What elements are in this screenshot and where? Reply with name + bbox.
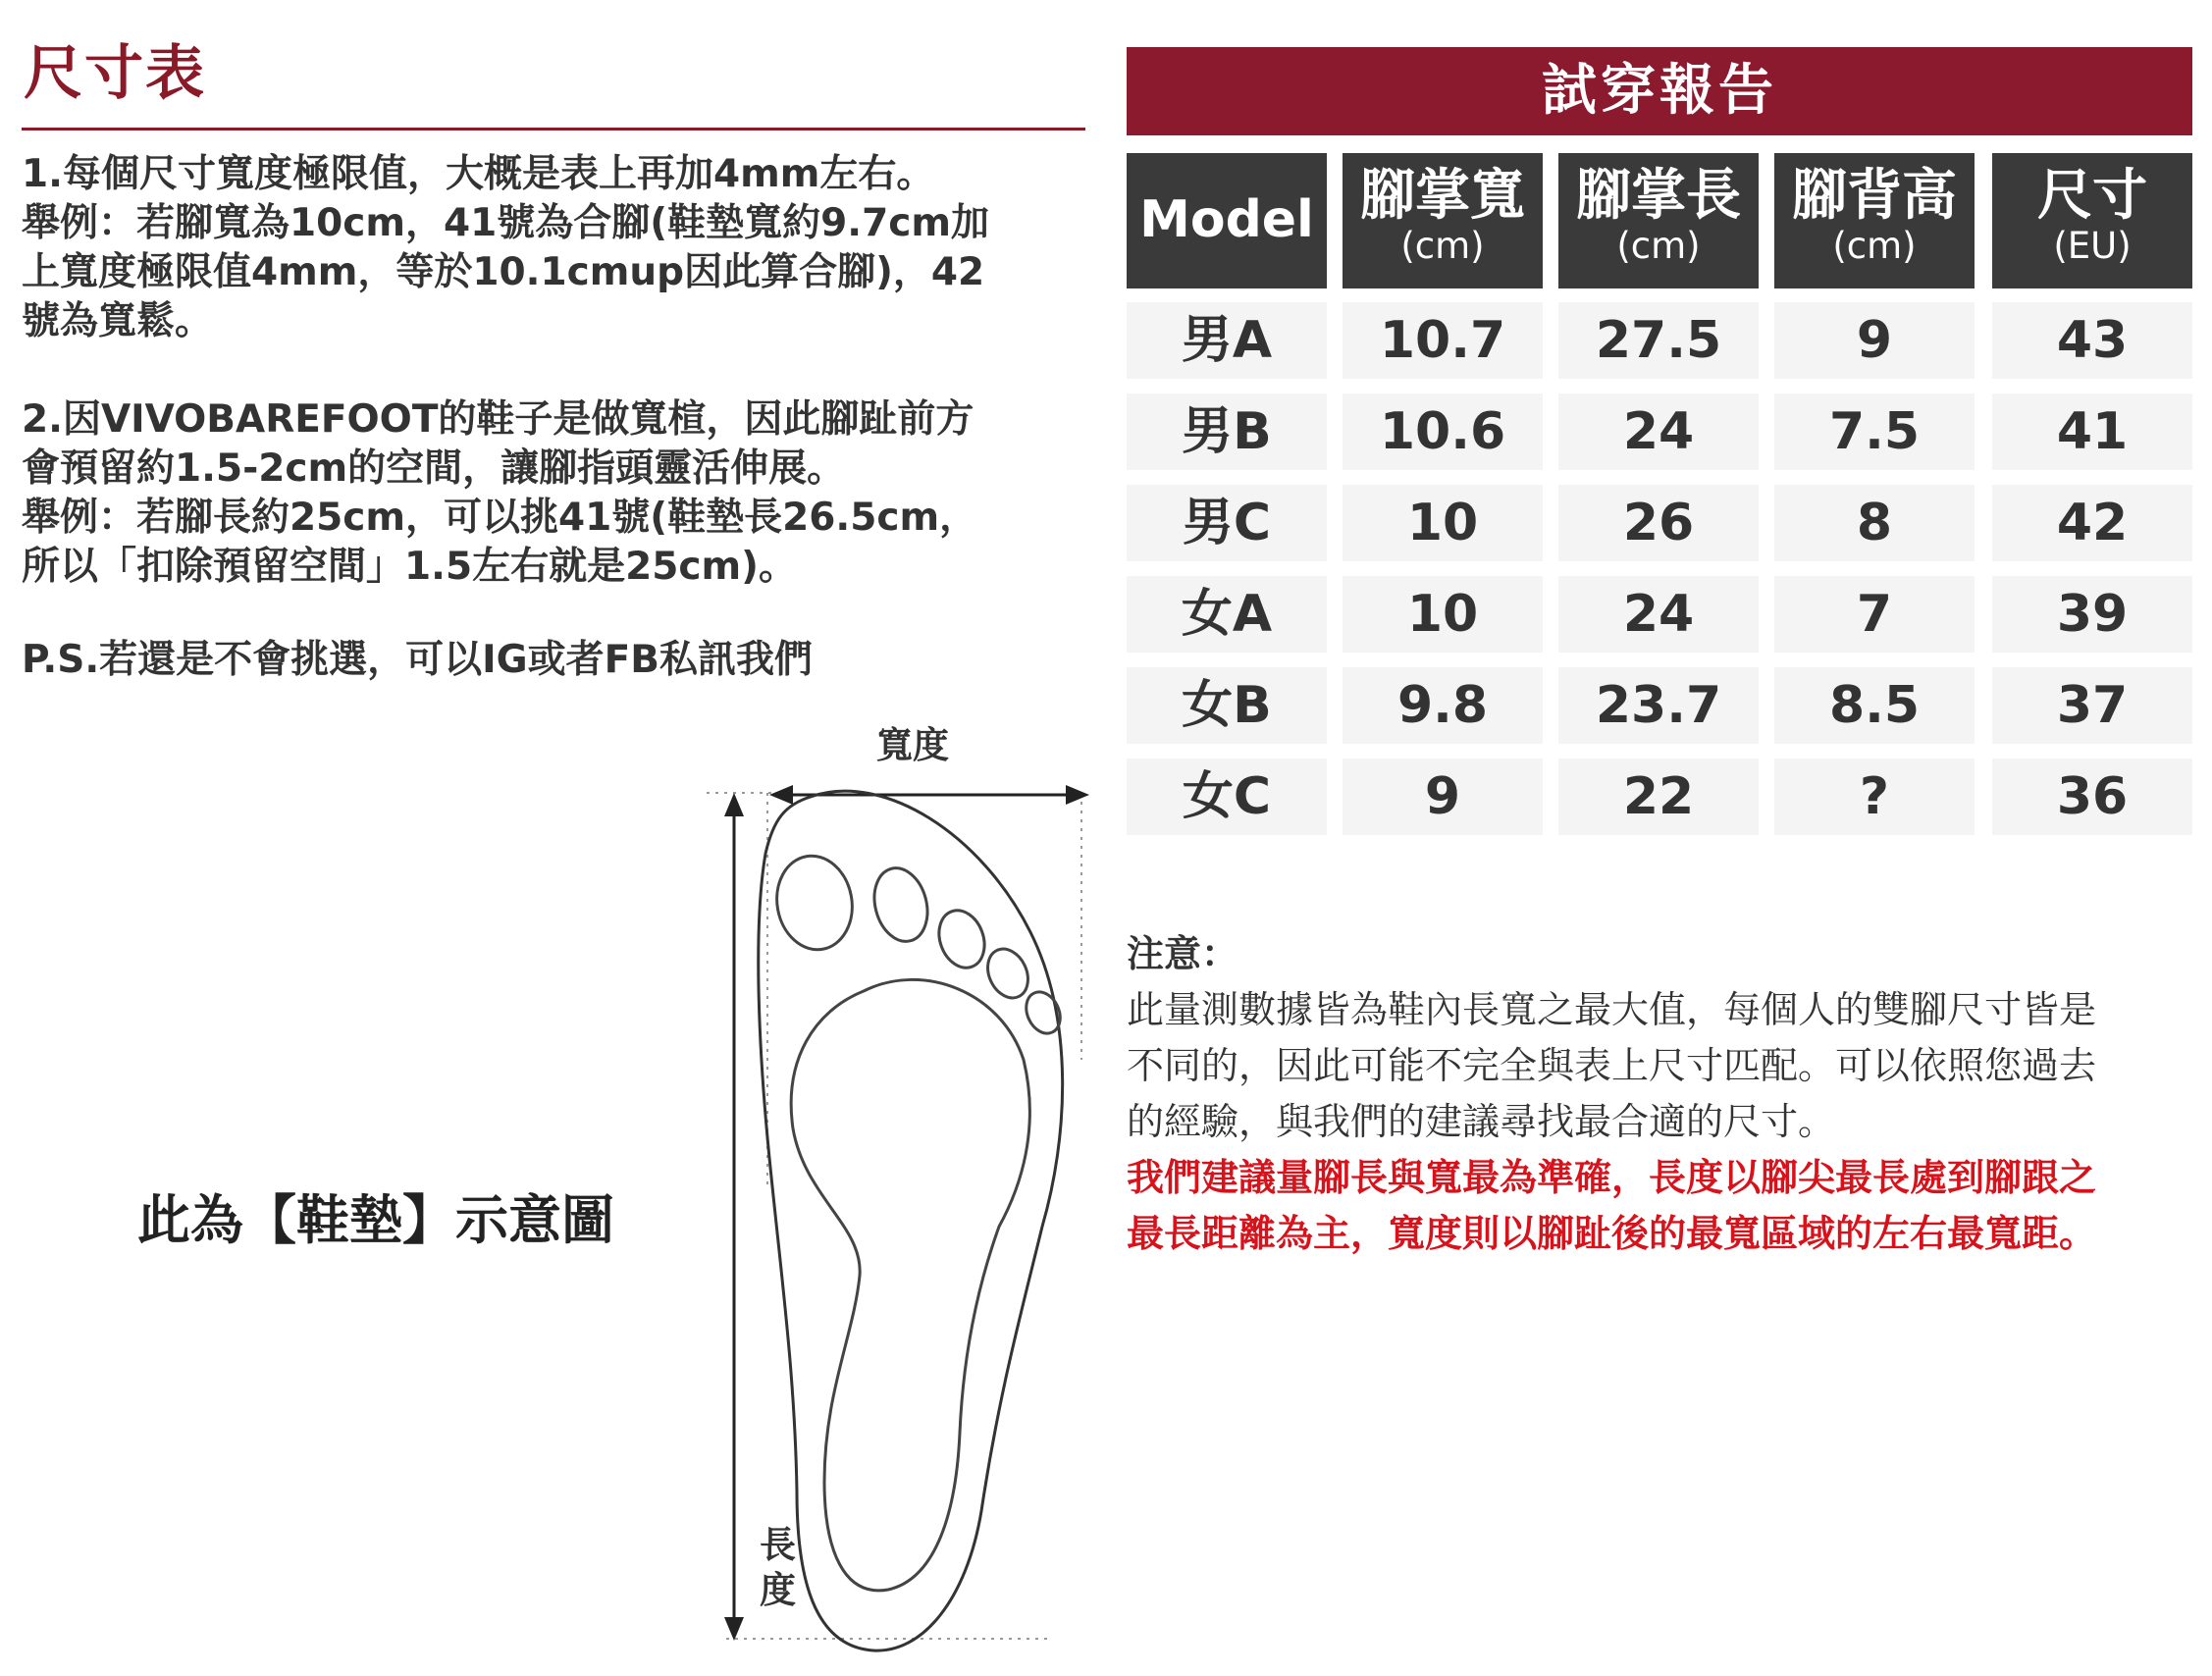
table-cell: ? <box>1774 759 1975 835</box>
column-header-unit: (cm) <box>1400 225 1485 267</box>
table-cell: 8.5 <box>1774 667 1975 744</box>
column-header-label: 腳背高 <box>1792 164 1957 228</box>
note-width-limit <box>22 150 1091 346</box>
column-header-foot-length <box>1558 153 1759 288</box>
column-header-label: 腳掌長 <box>1576 164 1741 228</box>
footprint-outline <box>791 979 1029 1590</box>
table-cell: 24 <box>1558 576 1759 653</box>
table-cell-model: 女B <box>1127 667 1327 744</box>
title-divider <box>22 128 1085 131</box>
table-cell: 10.7 <box>1343 302 1543 379</box>
table-cell: 27.5 <box>1558 302 1759 379</box>
toe-shapes <box>769 850 1067 1039</box>
table-cell: 26 <box>1558 485 1759 561</box>
note-line: 舉例：若腳寬為10cm，41號為合腳(鞋墊寬約9.7cm加 <box>22 201 989 245</box>
note-line: 2.因VIVOBAREFOOT的鞋子是做寬楦，因此腳趾前方 <box>22 397 974 442</box>
notice-section <box>1127 926 2196 1262</box>
table-cell-model: 男C <box>1127 485 1327 561</box>
length-arrow <box>724 793 744 1641</box>
length-label: 長度 <box>760 1524 796 1611</box>
note-line: P.S.若還是不會挑選，可以IG或者FB私訊我們 <box>22 638 814 682</box>
table-cell: 23.7 <box>1558 667 1759 744</box>
table-cell: 10 <box>1343 485 1543 561</box>
column-header-instep-height <box>1774 153 1975 288</box>
table-cell: 7.5 <box>1774 393 1975 470</box>
notice-emphasis-line: 我們建議量腳長與寬最為準確，長度以腳尖最長處到腳跟之 <box>1127 1156 2097 1199</box>
note-line: 上寬度極限值4mm，等於10.1cmup因此算合腳)，42 <box>22 250 985 294</box>
column-header-unit: (cm) <box>1616 225 1701 267</box>
note-line: 舉例：若腳長約25cm，可以挑41號(鞋墊長26.5cm， <box>22 496 978 540</box>
table-cell: 22 <box>1558 759 1759 835</box>
note-line: 所以「扣除預留空間」1.5左右就是25cm)。 <box>22 545 797 589</box>
table-cell: 36 <box>1992 759 2192 835</box>
table-cell: 10 <box>1343 576 1543 653</box>
table-cell: 8 <box>1774 485 1975 561</box>
column-header-size-eu <box>1992 153 2192 288</box>
table-cell: 9.8 <box>1343 667 1543 744</box>
table-cell-model: 男A <box>1127 302 1327 379</box>
table-cell-model: 男B <box>1127 393 1327 470</box>
table-cell: 9 <box>1774 302 1975 379</box>
table-cell: 10.6 <box>1343 393 1543 470</box>
table-cell: 24 <box>1558 393 1759 470</box>
table-cell: 39 <box>1992 576 2192 653</box>
notice-title: 注意： <box>1127 932 1239 975</box>
note-toe-space <box>22 395 1091 592</box>
table-cell: 42 <box>1992 485 2192 561</box>
column-header-unit: (cm) <box>1832 225 1917 267</box>
table-cell-model: 女C <box>1127 759 1327 835</box>
column-header-label: 尺寸 <box>2037 164 2147 228</box>
width-label: 寬度 <box>876 724 949 766</box>
column-header-foot-width <box>1343 153 1543 288</box>
note-line: 1.每個尺寸寬度極限值，大概是表上再加4mm左右。 <box>22 152 935 196</box>
table-cell: 43 <box>1992 302 2192 379</box>
column-header-model <box>1127 153 1327 288</box>
table-cell: 9 <box>1343 759 1543 835</box>
notice-line: 不同的，因此可能不完全與表上尺寸匹配。可以依照您過去 <box>1127 1044 2097 1087</box>
note-line: 會預留約1.5-2cm的空間，讓腳指頭靈活伸展。 <box>22 446 846 491</box>
note-line: 號為寬鬆。 <box>22 299 214 343</box>
note-ps <box>22 636 1091 685</box>
insole-diagram-caption: 此為【鞋墊】示意圖 <box>137 1189 614 1251</box>
insole-diagram <box>687 765 1119 1658</box>
notice-line: 此量測數據皆為鞋內長寬之最大值，每個人的雙腳尺寸皆是 <box>1127 988 2097 1031</box>
size-chart-title: 尺寸表 <box>24 39 206 108</box>
table-cell: 7 <box>1774 576 1975 653</box>
column-header-unit: (EU) <box>2053 225 2132 267</box>
table-cell: 37 <box>1992 667 2192 744</box>
column-header-label: 腳掌寬 <box>1360 164 1525 228</box>
table-cell: 41 <box>1992 393 2192 470</box>
notice-emphasis-line: 最長距離為主，寬度則以腳趾後的最寬區域的左右最寬距。 <box>1127 1212 2097 1255</box>
notice-line: 的經驗，與我們的建議尋找最合適的尺寸。 <box>1127 1100 1836 1143</box>
table-cell-model: 女A <box>1127 576 1327 653</box>
fitting-report-header: 試穿報告 <box>1127 47 2192 135</box>
insole-outline <box>759 791 1063 1650</box>
column-header-label: Model <box>1139 190 1314 249</box>
